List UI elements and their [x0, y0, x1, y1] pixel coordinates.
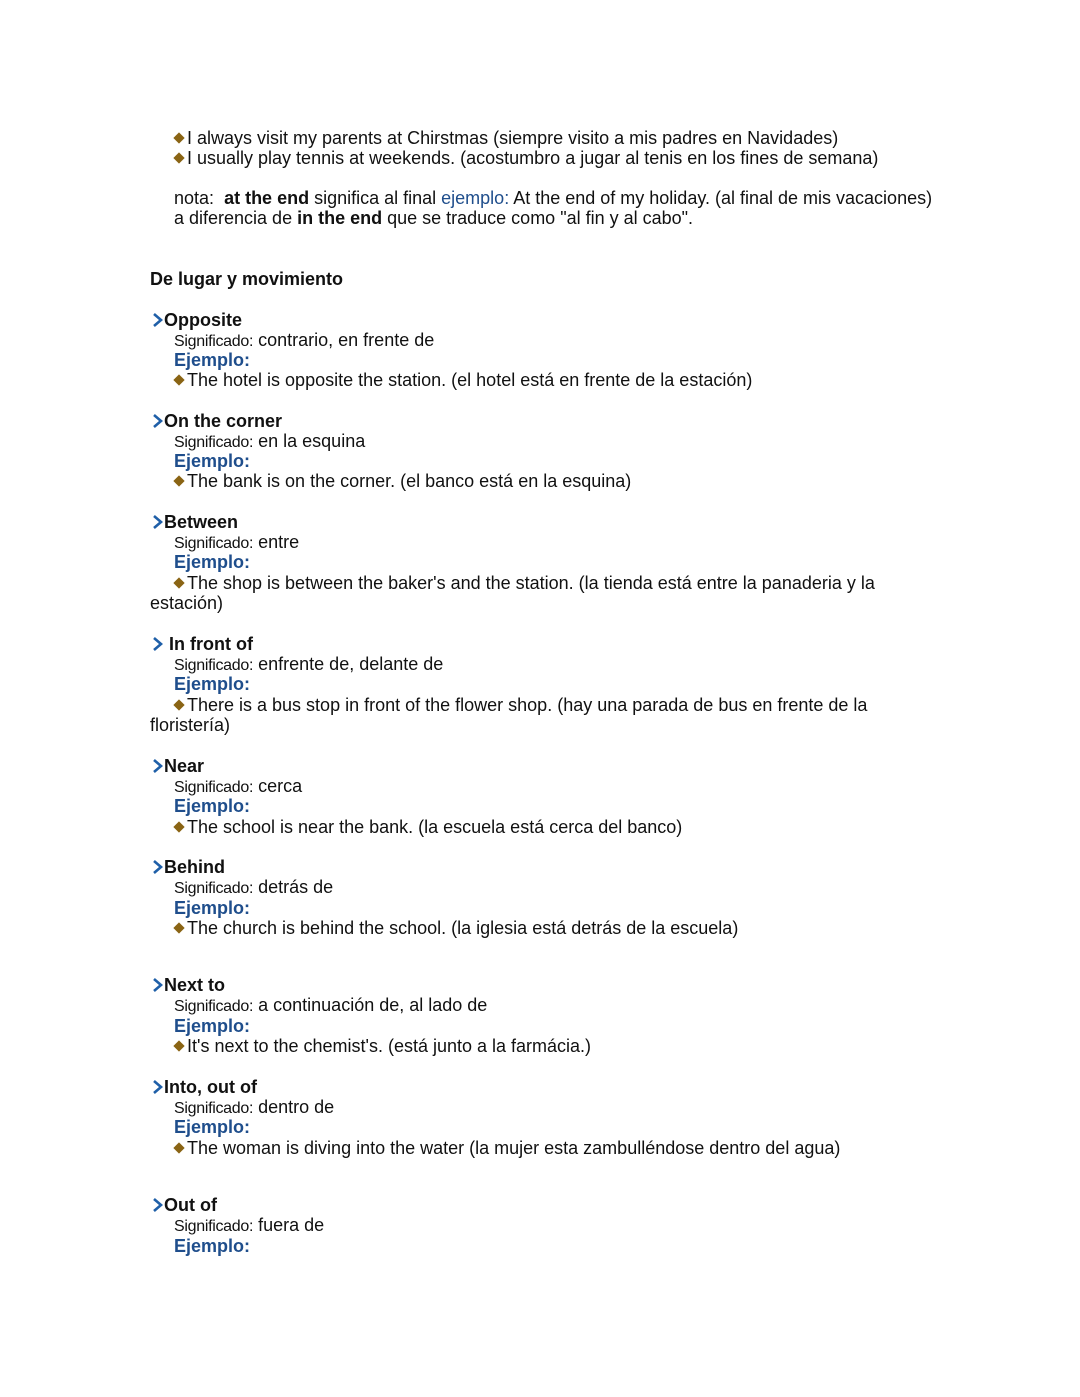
note-line-1: nota: at the end significa al final ejemplo: At the end of my holiday. (al final de mis vacaciones) [174, 188, 933, 208]
intro-example-1: I always visit my parents at Chirstmas (siempre visito a mis padres en Navidades) [174, 127, 838, 149]
chevron-right-icon [152, 636, 164, 652]
chevron-right-icon [152, 312, 164, 328]
entry-term-near: Near [152, 755, 204, 777]
diamond-bullet-icon [173, 475, 184, 486]
note-term-at-the-end: at the end [224, 188, 310, 208]
intro-example-2: I usually play tennis at weekends. (acostumbro a jugar al tenis en los fines de semana) [174, 147, 878, 169]
diamond-bullet-icon [173, 152, 184, 163]
entry-ejemplo-label: Ejemplo: [174, 1016, 251, 1036]
entry-term-into-out-of: Into, out of [152, 1076, 257, 1098]
entry-term-between: Between [152, 511, 238, 533]
entry-meaning-behind: Significado: detrás de [174, 877, 334, 897]
entry-ejemplo-label: Ejemplo: [174, 898, 251, 918]
chevron-right-icon [152, 413, 164, 429]
diamond-bullet-icon [173, 374, 184, 385]
entry-example-behind: The church is behind the school. (la iglesia está detrás de la escuela) [174, 917, 738, 939]
diamond-bullet-icon [173, 132, 184, 143]
entry-ejemplo-label: Ejemplo: [174, 796, 251, 816]
entry-example-opposite: The hotel is opposite the station. (el hotel está en frente de la estación) [174, 369, 752, 391]
entry-example-next-to: It's next to the chemist's. (está junto a la farmácia.) [174, 1035, 591, 1057]
diamond-bullet-icon [173, 577, 184, 588]
entry-term-in-front-of: In front of [152, 633, 253, 655]
entry-meaning-opposite: Significado: contrario, en frente de [174, 330, 435, 350]
entry-example-on-the-corner: The bank is on the corner. (el banco está en la esquina) [174, 470, 631, 492]
chevron-right-icon [152, 514, 164, 530]
chevron-right-icon [152, 859, 164, 875]
entry-ejemplo-label: Ejemplo: [174, 552, 251, 572]
diamond-bullet-icon [173, 821, 184, 832]
entry-term-opposite: Opposite [152, 309, 242, 331]
entry-example-in-front-of-cont: floristería) [150, 715, 231, 735]
entry-example-between-cont: estación) [150, 593, 224, 613]
entry-example-near: The school is near the bank. (la escuela está cerca del banco) [174, 816, 682, 838]
chevron-right-icon [152, 977, 164, 993]
chevron-right-icon [152, 758, 164, 774]
entry-example-between: The shop is between the baker's and the station. (la tienda está entre la panaderia y la [174, 572, 875, 594]
chevron-right-icon [152, 1197, 164, 1213]
diamond-bullet-icon [173, 1142, 184, 1153]
note-line-2: a diferencia de in the end que se traduce como "al fin y al cabo". [174, 208, 694, 228]
entry-meaning-on-the-corner: Significado: en la esquina [174, 431, 366, 451]
entry-term-out-of: Out of [152, 1194, 217, 1216]
note-ejemplo-word: ejemplo: [441, 188, 510, 208]
diamond-bullet-icon [173, 922, 184, 933]
section-title: De lugar y movimiento [150, 269, 344, 289]
entry-meaning-into-out-of: Significado: dentro de [174, 1097, 335, 1117]
diamond-bullet-icon [173, 1040, 184, 1051]
note-term-in-the-end: in the end [297, 208, 383, 228]
entry-term-behind: Behind [152, 856, 225, 878]
entry-example-into-out-of: The woman is diving into the water (la mujer esta zambulléndose dentro del agua) [174, 1137, 840, 1159]
entry-meaning-between: Significado: entre [174, 532, 300, 552]
entry-ejemplo-label: Ejemplo: [174, 451, 251, 471]
entry-meaning-out-of: Significado: fuera de [174, 1215, 325, 1235]
diamond-bullet-icon [173, 699, 184, 710]
chevron-right-icon [152, 1079, 164, 1095]
entry-term-on-the-corner: On the corner [152, 410, 282, 432]
entry-ejemplo-label: Ejemplo: [174, 1117, 251, 1137]
entry-meaning-next-to: Significado: a continuación de, al lado de [174, 995, 488, 1015]
entry-ejemplo-label: Ejemplo: [174, 350, 251, 370]
entry-meaning-in-front-of: Significado: enfrente de, delante de [174, 654, 444, 674]
entry-example-in-front-of: There is a bus stop in front of the flower shop. (hay una parada de bus en frente de la [174, 694, 867, 716]
entry-ejemplo-label: Ejemplo: [174, 1236, 251, 1256]
entry-meaning-near: Significado: cerca [174, 776, 303, 796]
entry-term-next-to: Next to [152, 974, 225, 996]
entry-ejemplo-label: Ejemplo: [174, 674, 251, 694]
